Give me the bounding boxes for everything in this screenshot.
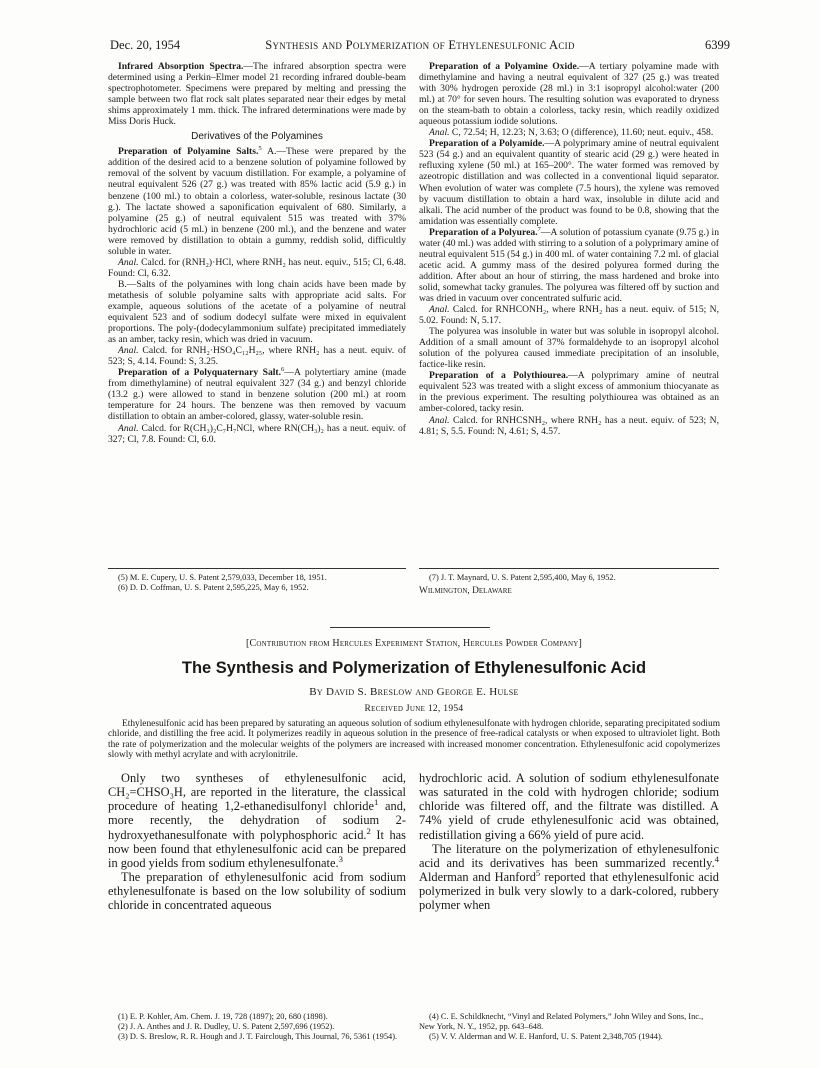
paragraph bbox=[419, 61, 719, 127]
text-run: Only two syntheses of ethylenesulfonic acid, CH₂=CHSO₃H, are reported in the literature, the classical procedure of heating 1,2-ethanedisulfonyl chloride bbox=[108, 771, 406, 814]
paragraph bbox=[108, 146, 406, 256]
text-run: The literature on the polymerization of ethylenesulfonic acid and its derivatives has been summarized recently. bbox=[419, 841, 719, 870]
analysis-line bbox=[419, 304, 719, 326]
lower-left-column bbox=[108, 771, 406, 913]
paragraph-lead: Preparation of a Polyamide. bbox=[429, 138, 545, 150]
upper-left-column bbox=[108, 61, 406, 445]
section-divider bbox=[330, 627, 490, 628]
anal-body: Calcd. for RNH₂·HSO₄C₁₂H₂₅, where RNH₂ has a neut. equiv. of 523; S, 4.14. Found: S, 3.25. bbox=[108, 345, 406, 368]
paragraph-lead: Preparation of a Polyamine Oxide. bbox=[429, 61, 580, 72]
anal-label: Anal. bbox=[118, 256, 139, 268]
analysis-line bbox=[108, 257, 406, 279]
anal-label: Anal. bbox=[118, 422, 139, 434]
article-title: The Synthesis and Polymerization of Ethylenesulfonic Acid bbox=[181, 659, 647, 677]
footnote-ref: 2 bbox=[366, 825, 371, 836]
paragraph bbox=[419, 138, 719, 226]
upper-right-column bbox=[419, 61, 719, 437]
footnote-rule bbox=[108, 568, 406, 569]
paragraph bbox=[419, 370, 719, 414]
footnote-ref: 5 bbox=[258, 145, 262, 153]
footnote-ref: 4 bbox=[714, 853, 719, 864]
text-run: Alderman and Hanford bbox=[419, 870, 536, 885]
paragraph-lead: Preparation of a Polyurea. bbox=[429, 226, 538, 238]
paragraph bbox=[108, 367, 406, 422]
section-heading: Derivatives of the Polyamines bbox=[191, 131, 323, 143]
lower-right-footnotes bbox=[419, 1012, 719, 1042]
text-run: It has now been found that ethylenesulfonic acid can be prepared in good yields from sodium ethylenesulfonate. bbox=[108, 827, 406, 870]
analysis-line bbox=[108, 423, 406, 445]
anal-label: Anal. bbox=[118, 345, 139, 357]
analysis-line bbox=[108, 345, 406, 367]
anal-label: Anal. bbox=[429, 304, 450, 316]
lower-right-column bbox=[419, 771, 719, 913]
paragraph-body: —A polytertiary amine (made from dimethylamine) of neutral equivalent 327 (34 g.) and benzyl chloride (13.2 g.) were allowed to stand in benzene solution (200 ml.) at room temperature for 24 hours. The benzene was then removed by vacuum distillation to obtain an amber-colored, glassy, water-soluble resin. bbox=[108, 367, 406, 423]
running-title: Synthesis and Polymerization of Ethylenesulfonic Acid bbox=[265, 38, 575, 52]
paragraph-lead: Preparation of a Polythiourea. bbox=[429, 370, 569, 382]
analysis-line bbox=[419, 415, 719, 437]
paragraph: hydrochloric acid. A solution of sodium ethylenesulfonate was saturated in the cold with hydrogen chloride; sodium chloride was filtered off, and the filtrate was distilled. A 74% yield of crude ethylenesulfonic acid was obtained, redistillation giving a 66% yield of pure acid. bbox=[419, 771, 719, 842]
anal-label: Anal. bbox=[429, 414, 450, 426]
paragraph bbox=[108, 771, 406, 870]
lower-left-footnotes bbox=[108, 1012, 406, 1042]
footnote: (4) C. E. Schildknecht, “Vinyl and Related Polymers,” John Wiley and Sons, Inc., New York, N. Y., 1952, pp. 643–648. bbox=[419, 1012, 704, 1031]
paragraph-body: —A polyprimary amine of neutral equivalent 523 (54 g.) and an equivalent quantity of stearic acid (29 g.) were heated in refluxing xylene (50 ml.) at 165–200°. The water formed was removed by azeotropic distillation and was collected in a conventional liquid separator. When evolution of water was complete (7.5 hours), the xylene was removed by vacuum distillation to obtain a hard wax, insoluble in dilute acid and alkali. The acid number of the product was found to be 0.8, showing that the amidation was essentially complete. bbox=[419, 138, 719, 227]
paragraph-body: —A tertiary polyamine made with dimethylamine and having a neutral equivalent of 327 (25 g.) was treated with 30% hydrogen peroxide (28 ml.) in 3:1 isopropyl alcohol:water (200 ml.) at 70° for seven hours. The resulting solution was evaporated to dryness on the steam-bath to obtain a colorless, tacky resin, which readily oxidized aqueous potassium iodide solutions. bbox=[419, 61, 719, 128]
footnote-ref: 6 bbox=[281, 366, 285, 374]
paragraph-body: —The infrared absorption spectra were determined using a Perkin–Elmer model 21 recording infrared double-beam spectrophotometer. Specimens were prepared by melting and pressing the sample between two flat rock salt plates separated near their edges by metal shims approximately 1 mm. thick. The infrared determinations were made by Miss Doris Huck. bbox=[108, 61, 406, 128]
footnote-ref: 3 bbox=[338, 853, 343, 864]
paragraph bbox=[419, 227, 719, 304]
footnote: (3) D. S. Breslow, R. R. Hough and J. T. Fairclough, This Journal, 76, 5361 (1954). bbox=[118, 1032, 398, 1041]
location: Wilmington, Delaware bbox=[419, 586, 512, 596]
footnote: (6) D. D. Coffman, U. S. Patent 2,595,225, May 6, 1952. bbox=[118, 583, 309, 592]
paragraph-lead: Preparation of a Polyquaternary Salt. bbox=[118, 367, 282, 379]
anal-body: Calcd. for (RNH₂)·HCl, where RNH₂ has neut. equiv., 515; Cl, 6.48. Found: Cl, 6.32. bbox=[108, 256, 406, 279]
footnote: (5) M. E. Cupery, U. S. Patent 2,579,033, December 18, 1951. bbox=[118, 573, 327, 582]
contribution-line: [Contribution from Hercules Experiment Station, Hercules Powder Company] bbox=[245, 638, 583, 649]
byline: By David S. Breslow and George E. Hulse bbox=[309, 686, 519, 698]
footnote-ref: 1 bbox=[373, 797, 379, 808]
header-date: Dec. 20, 1954 bbox=[110, 38, 181, 52]
footnote: (1) E. P. Kohler, Am. Chem. J. 19, 728 (1897); 20, 680 (1898). bbox=[118, 1012, 328, 1021]
footnote-ref: 7 bbox=[537, 225, 541, 233]
paragraph bbox=[419, 842, 719, 913]
paragraph-body: A.—These were prepared by the addition of the desired acid to a benzene solution of polyamine followed by removal of the solvent by vacuum distillation. For example, a polyamine of neutral equivalent 526 (27 g.) was treated with 85% lactic acid (5.9 g.) in benzene (100 ml.) to obtain a colorless, water-soluble, resinous lactate (30 g.). The lactate showed a saponification equivalent of 680. Similarly, a polyamine (25 g.) of neutral equivalent 515 was treated with 37% hydrochloric acid (5 ml.) in benzene (200 ml.), and the benzene and water were removed by distillation to obtain a gummy, reddish solid, difficultly soluble in water. bbox=[108, 146, 406, 257]
paragraph: The polyurea was insoluble in water but was soluble in isopropyl alcohol. Addition of a small amount of 37% formaldehyde to an isopropyl alcohol solution of the polyurea caused immediate precipitation of an insoluble, factice-like resin. bbox=[419, 326, 719, 371]
footnote: (5) V. V. Alderman and W. E. Hanford, U. S. Patent 2,348,705 (1944). bbox=[429, 1032, 663, 1041]
paragraph bbox=[108, 61, 406, 127]
paragraph-body: —A solution of potassium cyanate (9.75 g.) in water (40 ml.) was added with stirring to a solution of a polyprimary amine of neutral equivalent 515 (54 g.) in 400 ml. of water containing 7.2 ml. of glacial acetic acid. A gummy mass of the desired polyurea formed during the addition. After about an hour of stirring, the mass hardened and broke into solid, somewhat tacky granules. The polyurea was filtered off by suction and was dried in vacuum over concentrated sulfuric acid. bbox=[419, 226, 719, 304]
anal-body: Calcd. for RNHCONH₂, where RNH₂ has a neut. equiv. of 515; N, 5.02. Found: N, 5.17. bbox=[419, 304, 719, 327]
paragraph-body: —A polyprimary amine of neutral equivalent 523 was treated with a slight excess of ammonium thiocyanate as in the previous experiment. The resulting polythiourea was obtained as an amber-colored, tacky resin. bbox=[419, 370, 719, 415]
footnote-ref: 5 bbox=[535, 867, 541, 878]
anal-label: Anal. bbox=[429, 127, 450, 139]
text-run: and, more recently, the dehydration of sodium 2-hydroxyethanesulfonate with polyphosphoric acid. bbox=[108, 799, 406, 842]
upper-left-footnotes bbox=[108, 573, 406, 593]
text-run: reported that ethylenesulfonic acid polymerized in bulk very slowly to a dark-colored, rubbery polymer when bbox=[419, 870, 719, 913]
received-date: Received June 12, 1954 bbox=[364, 704, 464, 714]
paragraph-lead: Infrared Absorption Spectra. bbox=[118, 61, 244, 72]
paragraph: B.—Salts of the polyamines with long chain acids have been made by metathesis of soluble polyamine salts with appropriate acid salts. For example, aqueous solutions of the acetate of a polyamine of neutral equivalent 523 and of sodium dodecyl sulfate were mixed in equivalent proportions. The poly-(dodecylammonium sulfate) precipitated immediately as an amber, tacky resin, which was dried in vacuum. bbox=[108, 278, 406, 346]
anal-body: Calcd. for RNHCSNH₂, where RNH₂ has a neut. equiv. of 523; N, 4.81; S, 5.5. Found: N, 4.61; S, 4.57. bbox=[419, 414, 719, 437]
analysis-line bbox=[419, 127, 719, 138]
paragraph: The preparation of ethylenesulfonic acid from sodium ethylenesulfonate is based on the low solubility of sodium chloride in concentrated aqueous bbox=[108, 870, 406, 913]
anal-body: Calcd. for R(CH₃)₂C₇H₇NCl, where RN(CH₃)₂ has a neut. equiv. of 327; Cl, 7.8. Found: Cl, 6.0. bbox=[108, 422, 406, 445]
footnote: (7) J. T. Maynard, U. S. Patent 2,595,400, May 6, 1952. bbox=[429, 573, 616, 582]
footnote: (2) J. A. Anthes and J. R. Dudley, U. S. Patent 2,597,696 (1952). bbox=[118, 1022, 335, 1031]
anal-body: C, 72.54; H, 12.23; N, 3.63; O (difference), 11.60; neut. equiv., 458. bbox=[449, 127, 714, 139]
footnote-rule bbox=[419, 568, 719, 569]
paragraph-lead: Preparation of Polyamine Salts. bbox=[118, 146, 259, 158]
upper-right-footnotes bbox=[419, 573, 719, 596]
abstract: Ethylenesulfonic acid has been prepared by saturating an aqueous solution of sodium ethylenesulfonate with hydrogen chloride, separating precipitated sodium chloride, and distilling the free acid. It polymerizes readily in aqueous solution in the presence of free-radical catalysts or when exposed to ultraviolet light. Both the rate of polymerization and the molecular weights of the polymers are increased with increased monomer concentration. Ethylenesulfonic acid copolymerizes slowly with methyl acrylate and with acrylonitrile. bbox=[108, 719, 720, 761]
page-number: 6399 bbox=[705, 38, 730, 52]
